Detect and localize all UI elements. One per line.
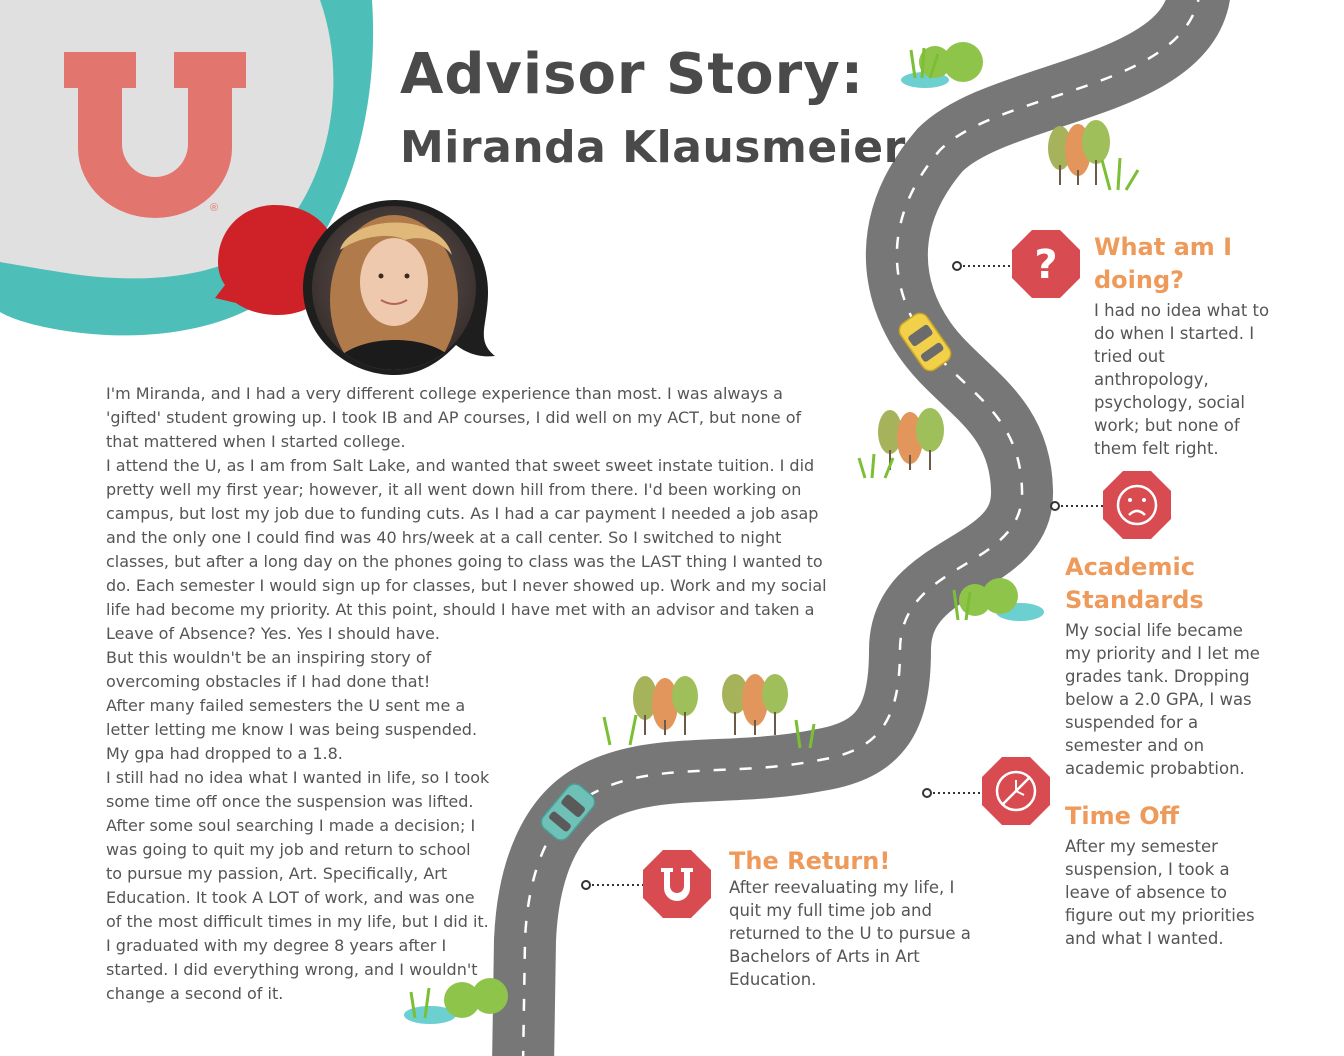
trees-middle [859, 408, 944, 478]
trees-right-top [1048, 120, 1138, 190]
story-line: 'gifted' student growing up. I took IB and AP courses, I did well on my ACT, but none of [106, 408, 802, 427]
story-line: overcoming obstacles if I had done that! [106, 672, 431, 691]
story-line: letter letting me know I was being suspended. [106, 720, 478, 739]
question-mark-icon [1012, 230, 1080, 298]
milestone-text: My social life became my priority and I let me grades tank. Dropping below a 2.0 GPA, I was suspended for a semester and on academic probabtion. [1065, 621, 1260, 778]
story-line: that mattered when I started college. [106, 432, 406, 451]
story-line: was going to quit my job and return to school [106, 840, 471, 859]
no-clock-icon [982, 757, 1050, 825]
milestone-text: I had no idea what to do when I started. I tried out anthropology, psychology, social work; but none of them felt right. [1094, 301, 1270, 458]
page-subtitle: Miranda Klausmeier [400, 122, 906, 173]
story-line: Leave of Absence? Yes. Yes I should have. [106, 624, 440, 643]
story-line: change a second of it. [106, 984, 284, 1003]
milestone-time-off [1065, 800, 1335, 950]
university-logo [64, 52, 246, 218]
story-line: started. I did everything wrong, and I wouldn't [106, 960, 478, 979]
story-line: do. Each semester I would sign up for classes, but I never showed up. Work and my social [106, 576, 827, 595]
registered-mark: ® [210, 202, 219, 214]
milestone-text: After my semester suspension, I took a leave of absence to figure out my priorities and what I wanted. [1065, 837, 1255, 948]
story-line: I graduated with my degree 8 years after I [106, 936, 447, 955]
story-line: of the most difficult times in my life, but I did it. [106, 912, 489, 931]
milestone-what-am-i-doing [1094, 231, 1334, 460]
page-title: Advisor Story: [400, 42, 865, 107]
story-line: I'm Miranda, and I had a very different college experience than most. I was always a [106, 384, 783, 403]
milestone-the-return [729, 845, 1029, 991]
milestone-title: Academic Standards [1065, 553, 1204, 614]
story-line: I attend the U, as I am from Salt Lake, and wanted that sweet sweet instate tuition. I did [106, 456, 815, 475]
story-line: campus, but lost my job due to funding cuts. As I had a car payment I needed a job asap [106, 504, 819, 523]
svg-text:?: ? [1034, 242, 1058, 288]
story-line: But this wouldn't be an inspiring story of [106, 648, 432, 667]
milestone-text: After reevaluating my life, I quit my full time job and returned to the U to pursue a Bachelors of Arts in Art Education. [729, 878, 971, 989]
sad-face-icon [1103, 471, 1171, 539]
story-line: life had become my priority. At this point, should I have met with an advisor and taken a [106, 600, 815, 619]
story-line: pretty well my first year; however, it all went down hill from there. I'd been working on [106, 480, 802, 499]
story-line: and the only one I could find was 40 hrs/week at a call center. So I switched to night [106, 528, 782, 547]
story-line: classes, but after a long day on the phones going to class was the LAST thing I wanted to [106, 552, 823, 571]
bush-top [901, 42, 983, 88]
milestone-title: Time Off [1065, 802, 1180, 830]
story-line: to pursue my passion, Art. Specifically, Art [106, 864, 448, 883]
u-logo-icon [64, 52, 246, 218]
connector-3 [923, 789, 982, 797]
story-line: My gpa had dropped to a 1.8. [106, 744, 343, 763]
story-line: After many failed semesters the U sent me a [106, 696, 466, 715]
story-line: Education. It took A LOT of work, and was one [106, 888, 475, 907]
connector-1 [953, 262, 1012, 270]
milestone-title: What am I doing? [1094, 233, 1233, 294]
story-line: some time off once the suspension was lifted. [106, 792, 474, 811]
connector-2 [1051, 502, 1104, 510]
story-line: I still had no idea what I wanted in life, so I took [106, 768, 490, 787]
milestone-academic-standards [1065, 551, 1335, 780]
story-line: After some soul searching I made a decision; I [106, 816, 476, 835]
milestone-title: The Return! [729, 847, 891, 875]
